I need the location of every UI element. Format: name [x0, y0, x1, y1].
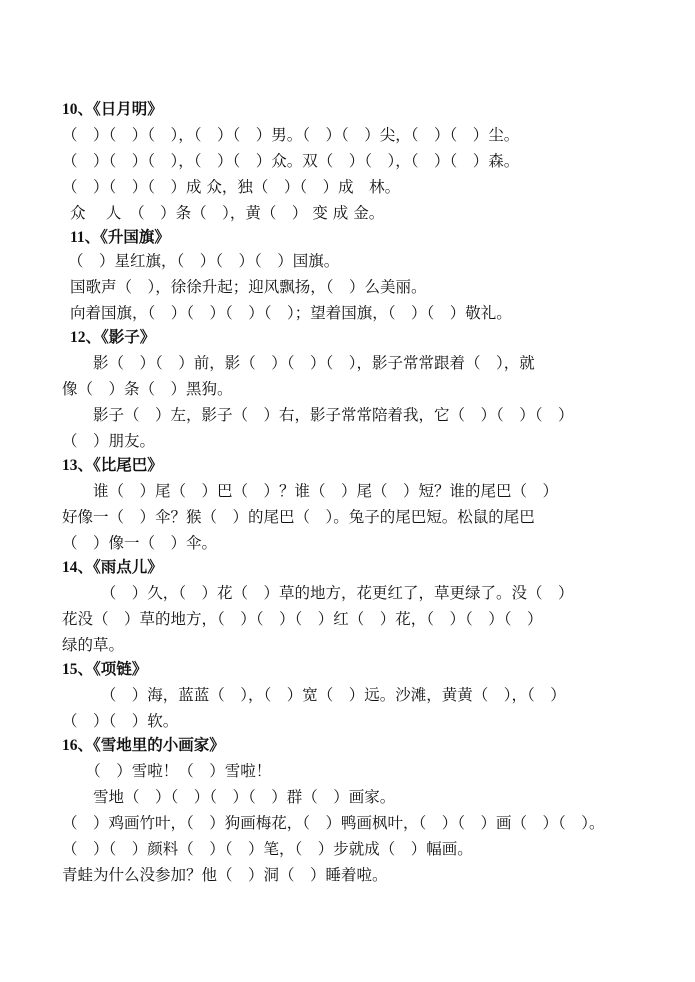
- text-line: （ ）雪啦！（ ）雪啦！: [62, 762, 272, 780]
- text-line: 绿的草。: [62, 636, 125, 654]
- text-line: 众 人 （ ）条（ ），黄（ ） 变 成 金。: [70, 204, 385, 222]
- section-title: 、《项链》: [77, 659, 148, 678]
- text-line: （ ）（ ）软。: [62, 712, 179, 730]
- section-11-heading: [70, 224, 650, 251]
- text-line: 谁（ ）尾（ ）巴（ ）？谁（ ）尾（ ）短？谁的尾巴（ ）: [62, 482, 559, 500]
- section-number: 13: [62, 457, 78, 474]
- text-line: 国歌声（ ），徐徐升起；迎风飘扬，（ ）么美丽。: [70, 278, 427, 296]
- section-15-heading: [62, 656, 642, 683]
- section-number: 15: [62, 661, 78, 678]
- section-title: 、《雪地里的小画家》: [77, 735, 225, 754]
- section-title: 、《升国旗》: [84, 227, 170, 246]
- text-line: 向着国旗，（ ）（ ）（ ）（ ）；望着国旗，（ ）（ ）敬礼。: [70, 304, 512, 322]
- section-13-heading: [62, 452, 642, 479]
- text-line: （ ）朋友。: [62, 432, 156, 450]
- text-line: （ ）（ ）（ ）成 众，独（ ）（ ）成 林。: [62, 178, 401, 196]
- text-line: 影子（ ）左，影子（ ）右，影子常常陪着我，它（ ）（ ）（ ）: [62, 406, 574, 424]
- section-title: 、《雨点儿》: [77, 557, 163, 576]
- section-16-heading: [62, 732, 642, 759]
- section-number: 14: [62, 559, 78, 576]
- text-line: （ ）久，（ ）花（ ）草的地方，花更红了，草更绿了。没（ ）: [62, 584, 574, 602]
- section-number: 10: [62, 101, 78, 118]
- text-line: （ ）像一（ ）伞。: [62, 534, 218, 552]
- text-line: （ ）星红旗，（ ）（ ）（ ）国旗。: [68, 252, 340, 270]
- section-number: 12: [70, 329, 86, 346]
- section-title: 、《比尾巴》: [77, 455, 163, 474]
- section-14-heading: [62, 554, 642, 581]
- text-line: 像（ ）条（ ）黑狗。: [62, 380, 233, 398]
- text-line: （ ）海，蓝蓝（ ），（ ）宽（ ）远。沙滩，黄黄（ ），（ ）: [62, 686, 566, 704]
- text-line: 影（ ）（ ）前，影（ ）（ ）（ ），影子常常跟着（ ），就: [62, 354, 535, 372]
- section-10-heading: [62, 96, 642, 123]
- text-line: （ ）鸡画竹叶，（ ）狗画梅花，（ ）鸭画枫叶，（ ）（ ）画（ ）（ ）。: [62, 814, 605, 832]
- section-title: 、《影子》: [85, 327, 156, 346]
- text-line: 青蛙为什么没参加？他（ ）洞（ ）睡着啦。: [62, 866, 388, 884]
- text-line: 好像一（ ）伞？猴（ ）的尾巴（ ）。兔子的尾巴短。松鼠的尾巴: [62, 508, 535, 526]
- section-title: 、《日月明》: [77, 99, 163, 118]
- text-line: （ ）（ ）（ ），（ ）（ ）男。（ ）（ ）尖，（ ）（ ）尘。: [62, 126, 520, 144]
- text-line: 花没（ ）草的地方，（ ）（ ）（ ）红（ ）花，（ ）（ ）（ ）: [62, 610, 543, 628]
- section-number: 11: [70, 229, 85, 246]
- text-line: （ ）（ ）（ ），（ ）（ ）众。双（ ）（ ），（ ）（ ）森。: [62, 152, 520, 170]
- section-number: 16: [62, 737, 78, 754]
- text-line: （ ）（ ）颜料（ ）（ ）笔，（ ）步就成（ ）幅画。: [62, 840, 473, 858]
- section-12-heading: [70, 324, 650, 351]
- text-line: 雪地（ ）（ ）（ ）（ ）群（ ）画家。: [62, 788, 396, 806]
